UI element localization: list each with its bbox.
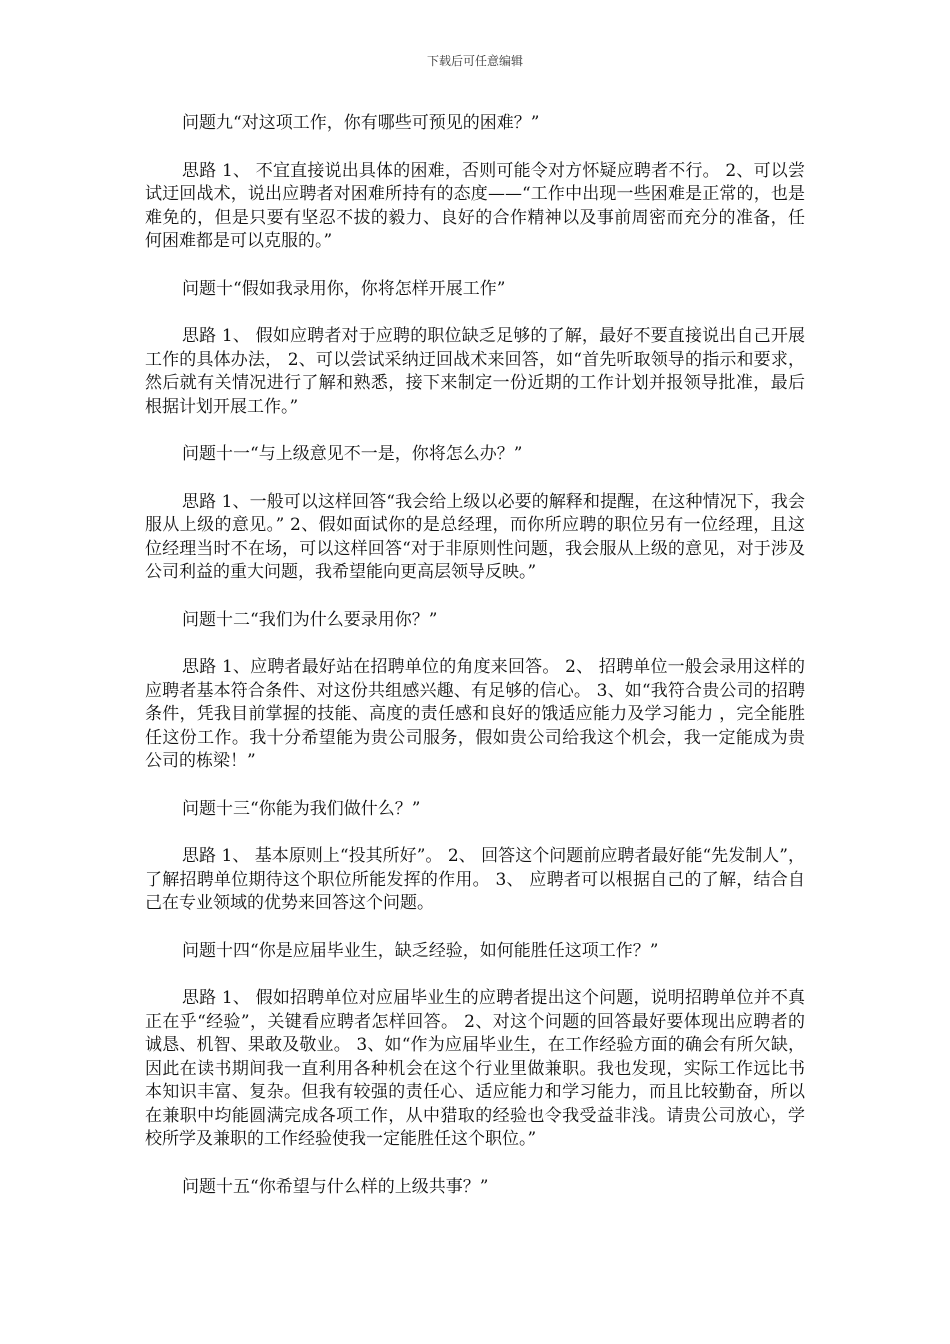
page-header: 下载后可任意编辑	[426, 54, 523, 68]
answer-10: 思路 1、 假如应聘者对于应聘的职位缺乏足够的了解，最好不要直接说出自己开展工作的具体办法， 2、可以尝试采纳迂回战术来回答，如“首先听取领导的指示和要求，然后就有关情况进行了解和熟悉，接下来制定一份近期的工作计划并报领导批准，最后根据计划开展工作。”	[145, 326, 805, 417]
question-12: 问题十二“我们为什么要录用你？”	[182, 609, 438, 630]
question-11: 问题十一“与上级意见不一是，你将怎么办？”	[182, 444, 523, 464]
question-15: 问题十五“你希望与什么样的上级共事？”	[182, 1176, 489, 1197]
answer-11: 思路 1、一般可以这样回答“我会给上级以必要的解释和提醒，在这种情况下，我会服从上级的意见。” 2、假如面试你的是总经理，而你所应聘的职位另有一位经理，且这位经理当时不在场，可以这样回答“对于非原则性问题，我会服从上级的意见，对于涉及公司利益的重大问题，我希望能向更高层领导反映。”	[145, 491, 805, 582]
question-13: 问题十三“你能为我们做什么？”	[182, 798, 421, 819]
answer-12: 思路 1、应聘者最好站在招聘单位的角度来回答。 2、 招聘单位一般会录用这样的应聘者基本符合条件、对这份共组感兴趣、有足够的信心。 3、如“我符合贵公司的招聘条件，凭我目前掌握的技能、高度的责任感和良好的饿适应能力及学习能力 ，完全能胜任这份工作。我十分希望能为贵公司服务，假如贵公司给我这个机会，我一定能成为贵公司的栋梁！”	[145, 657, 805, 771]
document-body	[145, 112, 805, 1223]
answer-14: 思路 1、 假如招聘单位对应届毕业生的应聘者提出这个问题，说明招聘单位并不真正在乎“经验”，关键看应聘者怎样回答。 2、对这个问题的回答最好要体现出应聘者的诚恳、机智、果敢及敬业。 3、如“作为应届毕业生，在工作经验方面的确会有所欠缺，因此在读书期间我一直利用各种机会在这个行业里做兼职。我也发现，实际工作远比书本知识丰富、复杂。但我有较强的责任心、适应能力和学习能力，而且比较勤奋，所以在兼职中均能圆满完成各项工作，从中猎取的经验也令我受益非浅。请贵公司放心，学校所学及兼职的工作经验使我一定能胜任这个职位。”	[145, 988, 805, 1149]
answer-9: 思路 1、 不宜直接说出具体的困难，否则可能令对方怀疑应聘者不行。 2、可以尝试迂回战术，说出应聘者对困难所持有的态度——“工作中出现一些困难是正常的，也是难免的，但是只要有坚忍不拔的毅力、良好的合作精神以及事前周密而充分的准备，任何困难都是可以克服的。”	[145, 160, 805, 251]
question-10: 问题十“假如我录用你，你将怎样开展工作”	[182, 278, 506, 299]
question-14: 问题十四“你是应届毕业生，缺乏经验，如何能胜任这项工作？”	[182, 940, 659, 961]
answer-13: 思路 1、 基本原则上“投其所好”。 2、 回答这个问题前应聘者最好能“先发制人”，了解招聘单位期待这个职位所能发挥的作用。 3、 应聘者可以根据自己的了解，结合自己在专业领域的优势来回答这个问题。	[145, 846, 805, 913]
question-9: 问题九“对这项工作，你有哪些可预见的困难？”	[182, 113, 540, 133]
